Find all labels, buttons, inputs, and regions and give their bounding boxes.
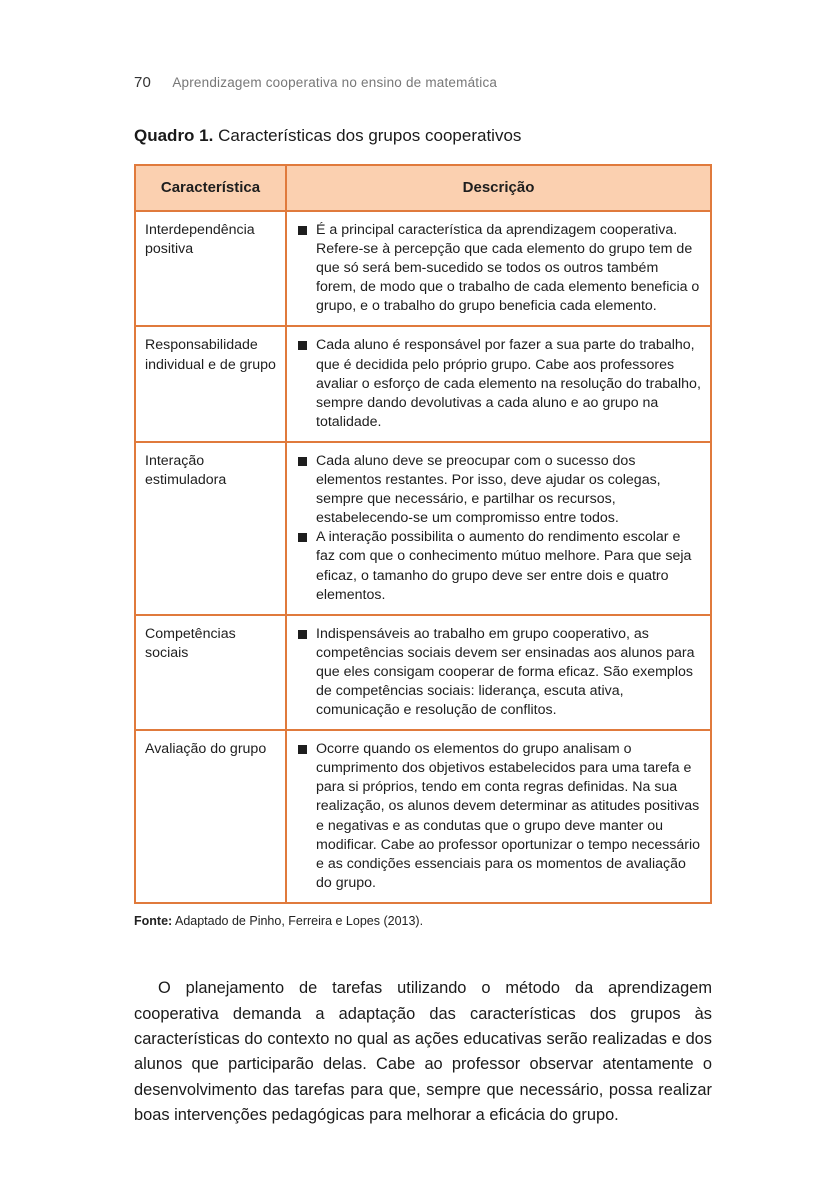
source-label: Fonte: (134, 914, 173, 928)
caption-label: Quadro 1. (134, 126, 214, 145)
table-row (135, 615, 711, 730)
square-bullet-icon (298, 630, 307, 639)
running-header (134, 74, 497, 91)
running-title: Aprendizagem cooperativa no ensino de matemática (172, 75, 498, 90)
bullet-item (297, 221, 702, 316)
table-row (135, 211, 711, 326)
description-cell (286, 730, 711, 903)
source-note (134, 914, 423, 928)
column-header-characteristic: Característica (135, 165, 286, 211)
bullet-list (297, 452, 702, 605)
square-bullet-icon (298, 457, 307, 466)
bullet-text: É a principal característica da aprendizagem cooperativa. Refere-se à percepção que cada elemento do grupo tem de que só será bem-sucedido se todos os outros também forem, de modo que o trabalho de cada elemento beneficia o grupo, e o trabalho do grupo beneficia cada elemento. (316, 222, 700, 315)
column-header-description: Descrição (286, 165, 711, 211)
bullet-item (297, 336, 702, 431)
square-bullet-icon (298, 745, 307, 754)
table-row (135, 326, 711, 441)
bullet-text: Indispensáveis ao trabalho em grupo cooperativo, as competências sociais devem ser ensinadas aos alunos para que eles consigam cooperar de forma eficaz. São exemplos de competências sociais: liderança, escuta ativa, comunicação e resolução de conflitos. (316, 625, 695, 719)
bullet-text: Cada aluno deve se preocupar com o sucesso dos elementos restantes. Por isso, deve ajudar os colegas, sempre que necessário, e partilhar os recursos, estabelecendo-se um compromisso entre todos. (316, 452, 661, 527)
bullet-list (297, 336, 702, 431)
characteristic-cell: Responsabilidade individual e de grupo (135, 326, 286, 441)
description-cell (286, 211, 711, 326)
bullet-text: Cada aluno é responsável por fazer a sua parte do trabalho, que é decidida pelo próprio grupo. Cabe aos professores avaliar o esforço de cada elemento na resolução do trabalho, sempre dando devolutivas a cada aluno e ao grupo na totalidade. (316, 337, 701, 430)
bullet-item (297, 528, 702, 604)
table-row (135, 442, 711, 615)
table-caption (134, 126, 521, 146)
characteristic-cell: Interdependência positiva (135, 211, 286, 326)
bullet-item (297, 452, 702, 528)
body-paragraph: O planejamento de tarefas utilizando o método da aprendizagem cooperativa demanda a adaptação das características dos grupos às características do contexto no qual as ações educativas serão realizadas e dos alunos que participarão delas. Cabe ao professor observar atentamente o desenvolvimento das tarefas para que, sempre que necessário, possa realizar boas intervenções pedagógicas para melhorar a eficácia do grupo. (134, 979, 712, 1124)
description-cell (286, 442, 711, 615)
description-cell (286, 326, 711, 441)
bullet-text: Ocorre quando os elementos do grupo analisam o cumprimento dos objetivos estabelecidos para uma tarefa e para si próprios, tendo em conta regras definidas. Na sua realização, os alunos devem determinar as atitudes positivas e negativas e as condutas que o grupo deve manter ou modificar. Cabe ao professor oportunizar o tempo necessário e as condições essenciais para os momentos de avaliação do grupo. (316, 741, 701, 891)
description-cell (286, 615, 711, 730)
source-text: Adaptado de Pinho, Ferreira e Lopes (2013). (174, 914, 424, 928)
square-bullet-icon (298, 533, 307, 542)
bullet-list (297, 625, 702, 720)
characteristic-cell: Competências sociais (135, 615, 286, 730)
caption-title: Características dos grupos cooperativos (218, 126, 522, 145)
bullet-list (297, 740, 702, 893)
square-bullet-icon (298, 226, 307, 235)
square-bullet-icon (298, 341, 307, 350)
table-row (135, 730, 711, 903)
bullet-item (297, 625, 702, 720)
characteristic-cell: Interação estimuladora (135, 442, 286, 615)
bullet-text: A interação possibilita o aumento do rendimento escolar e faz com que o conhecimento mútuo melhore. Para que seja eficaz, o tamanho do grupo deve ser entre dois e quatro elementos. (316, 529, 692, 603)
characteristics-table (134, 164, 712, 904)
table-header-row (135, 165, 711, 211)
bullet-list (297, 221, 702, 316)
bullet-item (297, 740, 702, 893)
characteristic-cell: Avaliação do grupo (135, 730, 286, 903)
page-number: 70 (134, 74, 152, 91)
